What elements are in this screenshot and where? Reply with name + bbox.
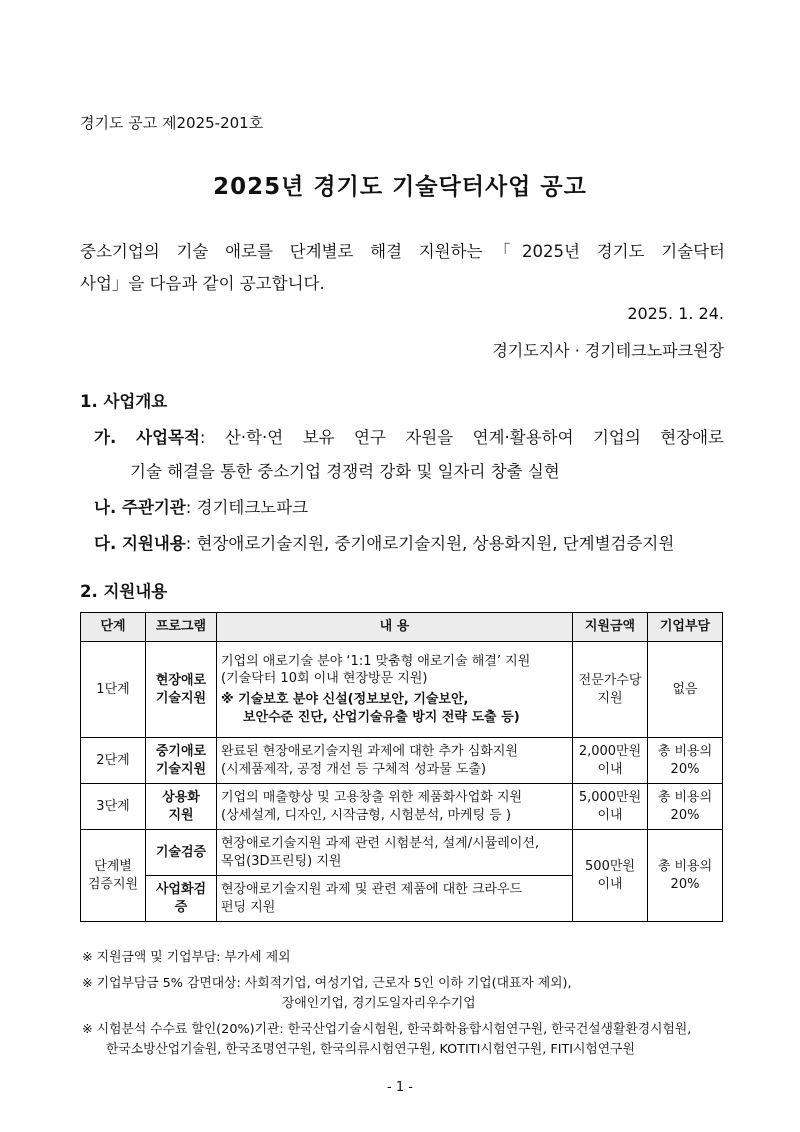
note-reduction-2: 장애인기업, 경기도일자리우수기업 [282, 996, 476, 1011]
table-row [81, 830, 723, 876]
row4-amount: 500만원 이내 [573, 830, 648, 922]
item-support [94, 530, 724, 554]
row1-content [217, 642, 573, 738]
row3-amount: 5,000만원 이내 [573, 784, 648, 830]
row3-content [217, 784, 573, 830]
row4-program-a: 기술검증 [146, 830, 217, 876]
row4-program-b: 사업화검증 [146, 876, 217, 922]
row2-amount: 2,000만원 이내 [573, 738, 648, 784]
notice-issuer: 경기도지사 · 경기테크노파크원장 [492, 341, 724, 360]
item-purpose [94, 424, 724, 448]
page-number: - 1 - [387, 1080, 413, 1095]
section-1-heading: 1. 사업개요 [80, 392, 168, 411]
header-program: 프로그램 [146, 613, 217, 642]
row1-content-4: 보안수준 진단, 산업기술유출 방지 전략 도출 등) [243, 709, 520, 725]
document-title: 2025년 경기도 기술닥터사업 공고 [213, 174, 587, 200]
row2-program: 중기애로 기술지원 [146, 738, 217, 784]
row3-stage: 3단계 [81, 784, 146, 830]
table-row [81, 784, 723, 830]
item-organizer-label: 나. 주관기관 [94, 498, 186, 517]
item-purpose-text-2: 기술 해결을 통한 중소기업 경쟁력 강화 및 일자리 창출 실현 [130, 462, 560, 481]
row4-stage: 단계별 검증지원 [81, 830, 146, 922]
row4-content-b-1: 현장애로기술지원 과제 및 관련 제품에 대한 크라우드 [221, 881, 523, 897]
row4-content-a [217, 830, 573, 876]
header-stage: 단계 [81, 613, 146, 642]
section-2-heading: 2. 지원내용 [80, 582, 168, 601]
row3-content-2: (상세설계, 디자인, 시작금형, 시험분석, 마케팅 등 ) [221, 807, 512, 823]
item-purpose-label: 가. 사업목적 [94, 428, 200, 447]
row4-content-b [217, 876, 573, 922]
note-discount: ※ 시험분석 수수료 할인(20%)기관: 한국산업기술시험원, 한국화학융합시험연구원, 한국건설생활환경시험원, [82, 1022, 692, 1037]
table-row [81, 642, 723, 738]
notice-number: 경기도 공고 제2025-201호 [80, 114, 264, 132]
row4-content-a-2: 목업(3D프린팅) 지원 [221, 853, 342, 869]
table-row [81, 738, 723, 784]
header-amount: 지원금액 [573, 613, 648, 642]
header-content: 내 용 [217, 613, 573, 642]
item-support-text: : 현장애로기술지원, 중기애로기술지원, 상용화지원, 단계별검증지원 [185, 534, 675, 553]
row3-burden: 총 비용의 20% [648, 784, 723, 830]
item-support-label: 다. 지원내용 [94, 534, 186, 553]
row4-burden: 총 비용의 20% [648, 830, 723, 922]
notice-date: 2025. 1. 24. [627, 304, 724, 323]
header-burden: 기업부담 [648, 613, 723, 642]
row1-program: 현장애로 기술지원 [146, 642, 217, 738]
row1-content-2: (기술닥터 10회 이내 현장방문 지원) [221, 671, 428, 687]
table-header-row [81, 613, 723, 642]
note-vat: ※ 지원금액 및 기업부담: 부가세 제외 [82, 950, 291, 965]
row3-content-1: 기업의 매출향상 및 고용창출 위한 제품화사업화 지원 [221, 789, 523, 805]
note-reduction: ※ 기업부담금 5% 감면대상: 사회적기업, 여성기업, 근로자 5인 이하 기업(대표자 제외), [82, 976, 572, 991]
row1-stage: 1단계 [81, 642, 146, 738]
item-organizer-text: : 경기테크노파크 [185, 498, 309, 517]
row1-amount: 전문가수당 지원 [573, 642, 648, 738]
row2-content [217, 738, 573, 784]
note-discount-2: 한국소방산업기술원, 한국조명연구원, 한국의류시험연구원, KOTITI시험연구원, FITI시험연구원 [106, 1042, 635, 1057]
row1-content-1: 기업의 애로기술 분야 ‘1:1 맞춤형 애로기술 해결’ 지원 [221, 653, 531, 669]
row2-burden: 총 비용의 20% [648, 738, 723, 784]
row2-content-2: (시제품제작, 공정 개선 등 구체적 성과물 도출) [221, 761, 487, 777]
support-table [80, 612, 723, 922]
intro-line-1: 중소기업의 기술 애로를 단계별로 해결 지원하는「2025년 경기도 기술닥터 [80, 242, 725, 261]
row3-program: 상용화 지원 [146, 784, 217, 830]
intro-line-2: 사업」을 다음과 같이 공고합니다. [80, 274, 325, 293]
item-purpose-text: : 산·학·연 보유 연구 자원을 연계·활용하여 기업의 현장애로 [199, 428, 724, 447]
row2-content-1: 완료된 현장애로기술지원 과제에 대한 추가 심화지원 [221, 743, 518, 759]
row4-content-b-2: 펀딩 지원 [221, 899, 276, 915]
row4-content-a-1: 현장애로기술지원 과제 관련 시험분석, 설계/시뮬레이션, [221, 835, 540, 851]
row1-burden: 없음 [648, 642, 723, 738]
item-organizer [94, 494, 724, 518]
row1-content-3: ※ 기술보호 분야 신설(정보보안, 기술보안, [221, 692, 469, 707]
row2-stage: 2단계 [81, 738, 146, 784]
